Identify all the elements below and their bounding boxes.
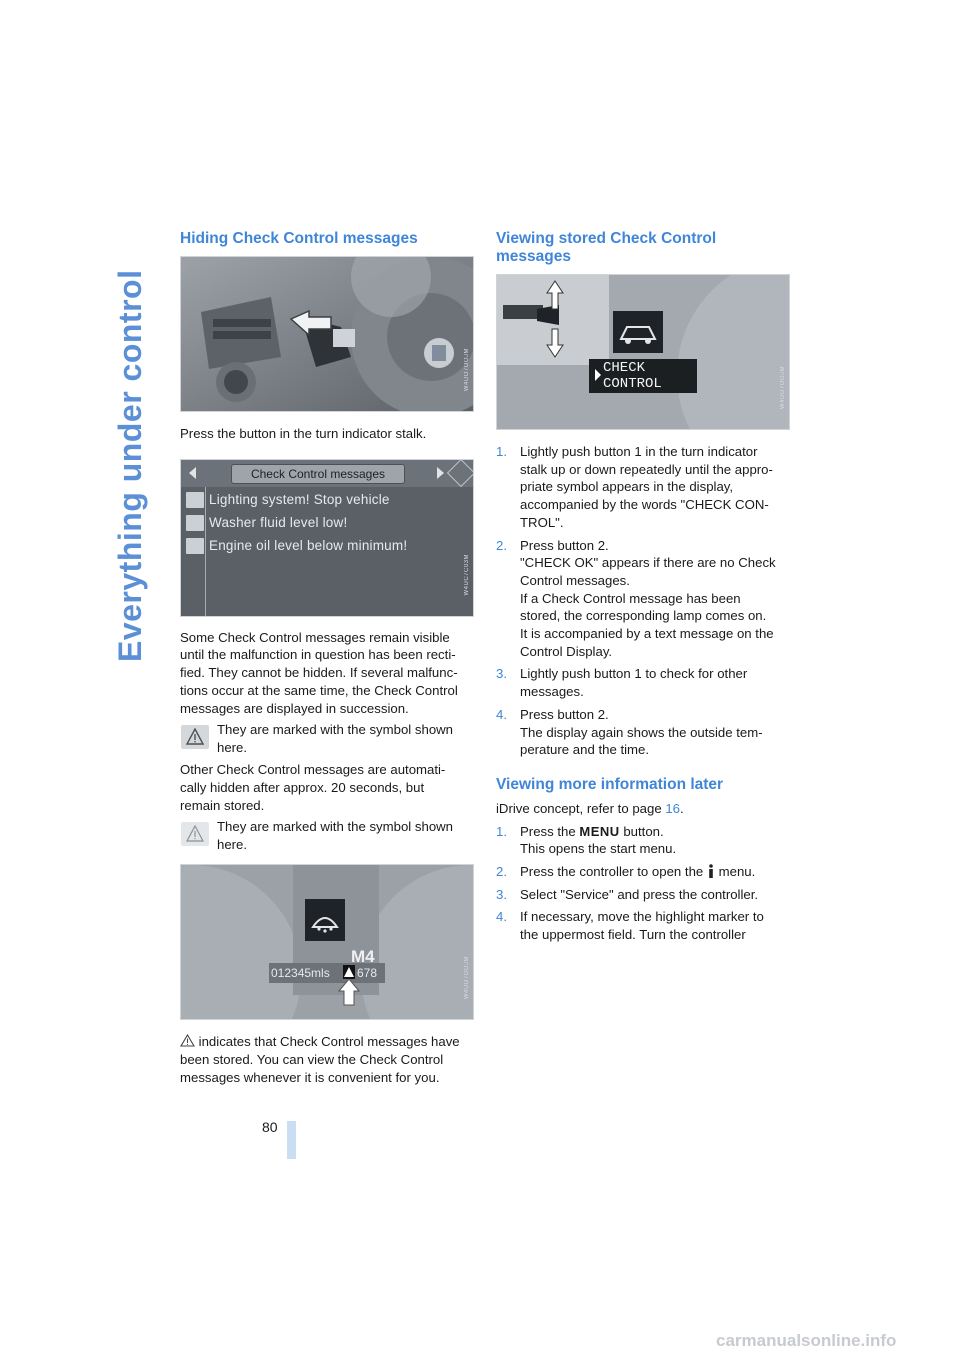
cc-message: Engine oil level below minimum! bbox=[209, 537, 408, 553]
step-item: 2. Press button 2. "CHECK OK" appears if there are no Check Control messages. If a Check Control message has been stored, the corresponding lamp comes on. It is accompanied by a text message on the Control Display. bbox=[496, 537, 776, 659]
check-control-illustration bbox=[497, 275, 790, 430]
odometer-reading: 012345mls bbox=[271, 966, 330, 981]
page-marker-bar bbox=[287, 1121, 296, 1159]
check-control-figure bbox=[496, 274, 790, 430]
step-item: 2. Press the controller to open the menu. bbox=[496, 864, 756, 880]
page-number: 80 bbox=[262, 1119, 278, 1135]
menu-button-label: MENU bbox=[579, 823, 620, 839]
small-warning-icon bbox=[180, 1034, 195, 1047]
page-link[interactable]: 16 bbox=[665, 800, 681, 816]
steps-list-2 bbox=[496, 823, 790, 944]
display-title: Check Control messages bbox=[231, 464, 405, 484]
warning-icon bbox=[186, 515, 204, 531]
section-heading-hiding: Hiding Check Control messages bbox=[180, 230, 418, 247]
stalk-illustration bbox=[181, 257, 474, 412]
check-label: CHECK bbox=[603, 360, 646, 376]
info-icon bbox=[707, 864, 715, 878]
step-item: 3. Lightly push button 1 to check for other messages. bbox=[496, 666, 748, 700]
instrument-cluster-figure bbox=[180, 864, 474, 1020]
step-item: 3. Select "Service" and press the controller. bbox=[496, 886, 759, 902]
gear-indicator: M4 bbox=[351, 947, 375, 967]
figure-code: W4UC7C03M bbox=[464, 554, 470, 596]
step-item: 4. Press button 2. The display again shows the outside tem- perature and the time. bbox=[496, 706, 763, 758]
paragraph-idrive: iDrive concept, refer to page 16. bbox=[496, 800, 684, 816]
warning-icon bbox=[186, 538, 204, 554]
arrow-left-icon bbox=[189, 467, 196, 479]
arrow-right-icon bbox=[437, 467, 444, 479]
stalk-figure bbox=[180, 256, 474, 412]
chapter-title: Everything under control bbox=[112, 269, 148, 662]
symbol-note-2: They are marked with the symbol shown here. bbox=[180, 818, 474, 854]
left-column bbox=[180, 230, 474, 1086]
paragraph-indicates: indicates that Check Control messages have been stored. You can view the Check Control messages whenever it is convenient for you. bbox=[180, 1034, 460, 1085]
paragraph-press-button: Press the button in the turn indicator stalk. bbox=[180, 426, 427, 441]
control-label: CONTROL bbox=[603, 376, 662, 392]
cc-message: Washer fluid level low! bbox=[209, 514, 348, 530]
figure-code: W4UO7OOJM bbox=[464, 347, 470, 391]
odometer-tail: 678 bbox=[357, 966, 378, 981]
check-control-display-figure bbox=[180, 459, 474, 617]
footer-site-logo: carmanualsonline.info bbox=[716, 1331, 897, 1350]
warning-triangle-light-icon bbox=[181, 822, 209, 846]
step-item: 1. Press the MENU button. This opens the start menu. bbox=[496, 823, 677, 857]
steps-list bbox=[496, 443, 790, 759]
warning-triangle-icon bbox=[181, 725, 209, 749]
figure-code: W4UO7OOJM bbox=[464, 956, 470, 1000]
section-heading-more-info: Viewing more information later bbox=[496, 775, 724, 793]
warning-icon bbox=[186, 492, 204, 508]
right-column bbox=[496, 230, 790, 949]
paragraph-other-messages: Other Check Control messages are automati- cally hidden after approx. 20 seconds, but remain stored. bbox=[180, 762, 446, 813]
cc-message: Lighting system! Stop vehicle bbox=[209, 491, 390, 507]
cluster-illustration bbox=[181, 865, 474, 1020]
step-item: 4. If necessary, move the highlight marker to the uppermost field. Turn the controller bbox=[496, 909, 764, 943]
paragraph-some-messages: Some Check Control messages remain visible until the malfunction in question has been recti- fied. They cannot be hidden. If several malfunc- tions occur at the same time, the Check Control messages are displayed in succession. bbox=[180, 629, 458, 716]
figure-code: W4UO7OOJM bbox=[780, 365, 786, 409]
step-item: 1. Lightly push button 1 in the turn indicator stalk up or down repeatedly until the appro- priate symbol appears in the display, accompanied by the words "CHECK CON- TROL". bbox=[496, 444, 773, 530]
section-heading-viewing: Viewing stored Check Control messages bbox=[496, 230, 717, 265]
symbol-note-1: They are marked with the symbol shown here. bbox=[180, 721, 474, 757]
